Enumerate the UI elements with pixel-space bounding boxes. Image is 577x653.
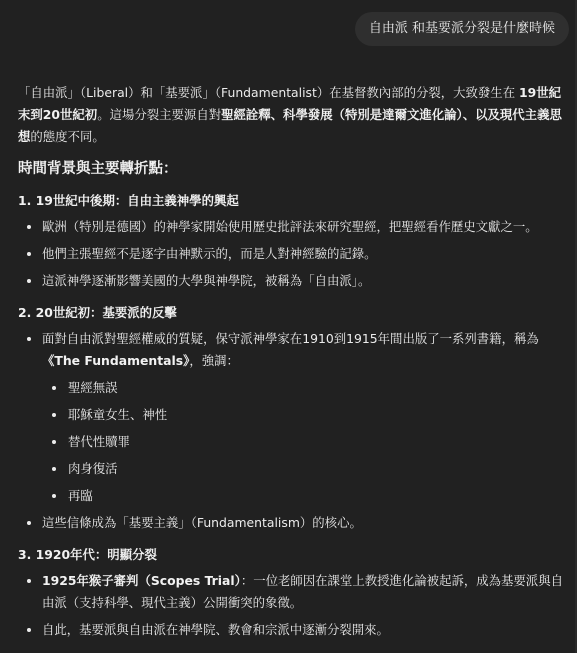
intro-text-1: 「自由派」（Liberal）和「基要派」（Fundamentalist）在基督教內部的分裂，大致發生在 xyxy=(18,85,520,100)
user-message-row xyxy=(0,0,577,46)
section-1-title: 1. 19世紀中後期：自由主義神學的興起 xyxy=(18,193,239,208)
intro-bold-1: 19世紀末到20世紀初 xyxy=(18,85,562,122)
doctrine-item: 肉身復活 xyxy=(42,458,563,480)
user-message-bubble: 自由派 和基要派分裂是什麼時候 xyxy=(355,12,569,46)
section-1-list xyxy=(18,216,563,292)
doctrine-item: 替代性贖罪 xyxy=(42,431,563,453)
list-item: 他們主張聖經不是逐字由神默示的，而是人對神經驗的記錄。 xyxy=(18,243,563,265)
intro-bold-2: 聖經詮釋、科學發展（特別是達爾文進化論）、以及現代主義思想 xyxy=(18,107,562,144)
section-2-title: 2. 20世紀初：基要派的反擊 xyxy=(18,305,177,320)
section-3-title: 3. 1920年代：明顯分裂 xyxy=(18,547,157,562)
doctrine-item: 再臨 xyxy=(42,485,563,507)
list-item-text: ：一位老師因在課堂上教授進化論被起訴，成為基要派與自由派（支持科學、現代主義）公開衝突的象徵。 xyxy=(42,573,563,610)
list-item-bold: 《The Fundamentals》 xyxy=(42,353,190,368)
assistant-response xyxy=(0,46,577,641)
doctrine-list xyxy=(42,377,563,507)
list-item: 這派神學逐漸影響美國的大學與神學院，被稱為「自由派」。 xyxy=(18,270,563,292)
section-heading: 時間背景與主要轉折點： xyxy=(18,161,178,177)
list-item-text: 面對自由派對聖經權威的質疑，保守派神學家在1910到1915年間出版了一系列書籍，稱為 xyxy=(42,331,539,346)
doctrine-item: 聖經無誤 xyxy=(42,377,563,399)
list-item-tail: ，強調： xyxy=(189,353,239,368)
doctrine-item: 耶穌童女生、神性 xyxy=(42,404,563,426)
intro-paragraph xyxy=(18,82,563,148)
list-item: 自此，基要派與自由派在神學院、教會和宗派中逐漸分裂開來。 xyxy=(18,619,563,641)
list-item xyxy=(18,570,563,614)
list-item: 歐洲（特別是德國）的神學家開始使用歷史批評法來研究聖經，把聖經看作歷史文獻之一。 xyxy=(18,216,563,238)
intro-text-2: 。這場分裂主要源自對 xyxy=(97,107,222,122)
section-3-list xyxy=(18,570,563,641)
section-2-list xyxy=(18,328,563,534)
list-item-bold: 1925年猴子審判（Scopes Trial） xyxy=(42,573,241,588)
intro-text-3: 的態度不同。 xyxy=(30,129,105,144)
list-item: 這些信條成為「基要主義」（Fundamentalism）的核心。 xyxy=(18,512,563,534)
list-item xyxy=(18,328,563,507)
